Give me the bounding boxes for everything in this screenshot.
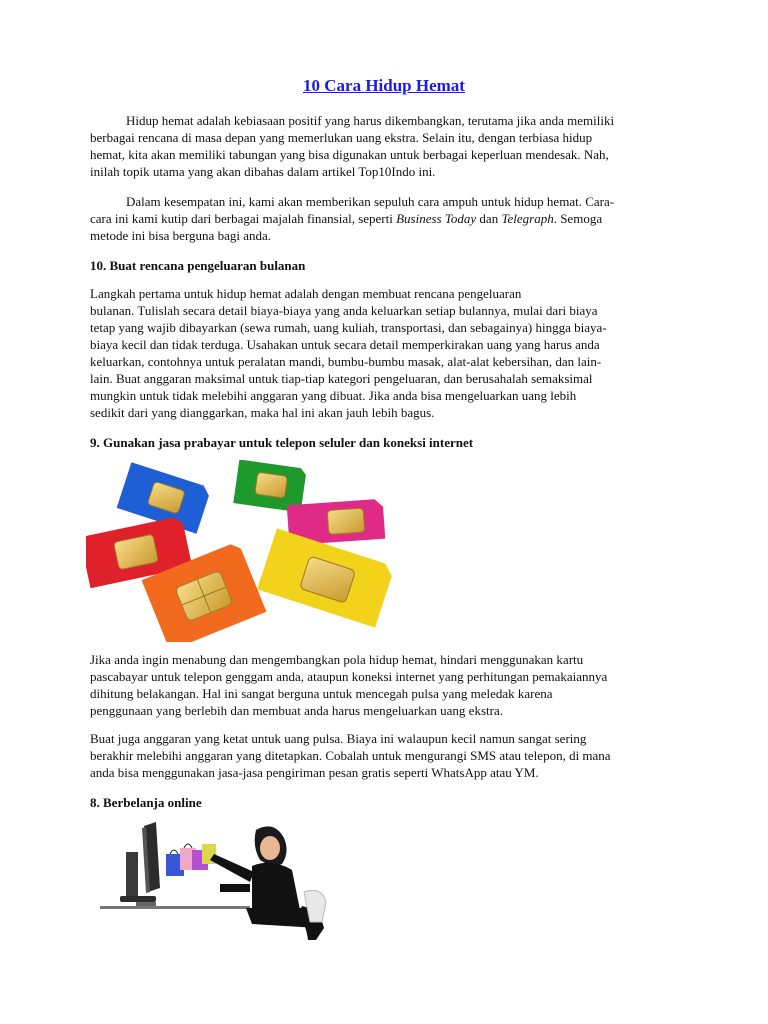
- shopping-bags-icon: [166, 844, 216, 876]
- source-business-today: Business Today: [396, 211, 477, 226]
- intro-line: inilah topik utama yang akan dibahas dalam artikel Top10Indo ini.: [90, 164, 436, 179]
- intro-text: cara ini kami kutip dari berbagai majalah finansial, seperti: [90, 211, 397, 226]
- intro-text: . Semoga: [553, 211, 603, 226]
- intro-line: Dalam kesempatan ini, kami akan memberikan sepuluh cara ampuh untuk hidup hemat. Cara-: [126, 194, 615, 209]
- body-line: penggunaan yang berlebih dan membuat anda harus mengeluarkan uang ekstra.: [90, 703, 503, 718]
- intro-line: berbagai rencana di masa depan yang memerlukan uang ekstra. Selain itu, dengan terbiasa hidup: [90, 130, 593, 145]
- body-line: berakhir melebihi anggaran yang ditetapkan. Cobalah untuk mengurangi SMS atau telepon, di mana: [90, 748, 611, 763]
- sim-cards-image: [86, 460, 396, 642]
- intro-line: metode ini bisa berguna bagi anda.: [90, 228, 271, 243]
- woman-figure: [210, 826, 326, 940]
- intro-line: Hidup hemat adalah kebiasaan positif yang harus dikembangkan, terutama jika anda memiliki: [126, 113, 615, 128]
- intro-line: hemat, kita akan memiliki tabungan yang bisa digunakan untuk berbagai keperluan mendesak. Nah,: [90, 147, 609, 162]
- body-line: mungkin untuk tidak melebihi anggaran yang dibuat. Jika anda bisa mengeluarkan uang lebih: [90, 388, 577, 403]
- body-line: Jika anda ingin menabung dan mengembangkan pola hidup hemat, hindari menggunakan kartu: [90, 652, 584, 667]
- body-line: lain. Buat anggaran maksimal untuk tiap-tiap kategori pengeluaran, dan berusahalah semaksimal: [90, 371, 593, 386]
- body-line: tetap yang wajib dibayarkan (sewa rumah, uang kuliah, transportasi, dan sebagainya) hingga biaya-: [90, 320, 607, 335]
- body-line: biaya kecil dan tidak terduga. Usahakan untuk secara detail memperkirakan uang yang harus anda: [90, 337, 600, 352]
- body-line: sedikit dari yang dianggarkan, maka hal ini akan jauh lebih bagus.: [90, 405, 435, 420]
- section-heading: 9. Gunakan jasa prabayar untuk telepon seluler dan koneksi internet: [90, 435, 474, 450]
- online-shopping-image: [96, 822, 336, 942]
- monitor-icon: [120, 822, 160, 906]
- source-telegraph: Telegraph: [501, 211, 554, 226]
- sim-card-yellow: [257, 528, 395, 627]
- body-line: anda bisa menggunakan jasa-jasa pengiriman pesan gratis seperti WhatsApp atau YM.: [90, 765, 539, 780]
- section-heading: 10. Buat rencana pengeluaran bulanan: [90, 258, 306, 273]
- article-title: 10 Cara Hidup Hemat: [303, 76, 465, 95]
- body-line: Langkah pertama untuk hidup hemat adalah dengan membuat rencana pengeluaran: [90, 286, 522, 301]
- body-line: Buat juga anggaran yang ketat untuk uang pulsa. Biaya ini walaupun kecil namun sangat sering: [90, 731, 587, 746]
- section-heading: 8. Berbelanja online: [90, 795, 202, 810]
- intro-line: [90, 211, 602, 227]
- desk: [100, 906, 250, 909]
- body-line: pascabayar untuk telepon genggam anda, ataupun koneksi internet yang perhitungan pemakaiannya: [90, 669, 608, 684]
- intro-text: dan: [476, 211, 502, 226]
- body-line: keluarkan, contohnya untuk peralatan mandi, bumbu-bumbu masak, alat-alat kebersihan, dan lain-: [90, 354, 602, 369]
- sim-card-green: [233, 460, 306, 513]
- body-line: dihitung belakangan. Hal ini sangat berguna untuk mencegah pulsa yang meledak karena: [90, 686, 553, 701]
- body-line: bulanan. Tulislah secara detail biaya-biaya yang anda keluarkan setiap bulannya, mulai dari biaya: [90, 303, 598, 318]
